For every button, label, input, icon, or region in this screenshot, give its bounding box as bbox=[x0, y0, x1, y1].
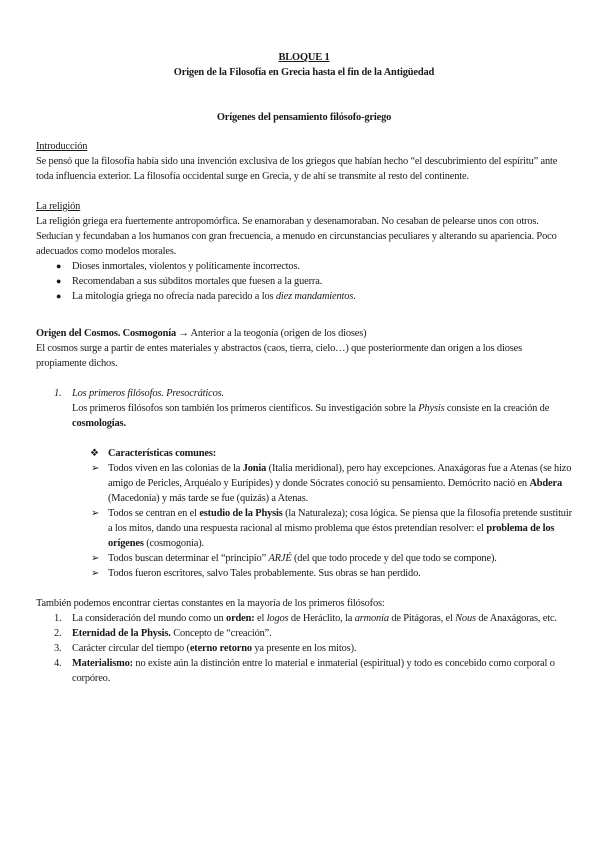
section-number: 1. bbox=[54, 388, 62, 399]
arrow-bullet-icon: ➢ bbox=[91, 463, 100, 474]
arrow-bullet-icon: ➢ bbox=[91, 508, 100, 519]
religion-heading: La religión bbox=[36, 201, 81, 212]
list-item: ➢ Todos se centran en el estudio de la Physis (la Naturaleza); cosa lógica. Se piensa que la filosofía pretende sustituir a los mitos, dando una respuesta racional al mismo problema que éstos pretendían resolver: el problema de los orígenes (cosmogonía). bbox=[91, 508, 572, 549]
presocraticos-title: Los primeros filósofos. Presocráticos. bbox=[72, 388, 224, 399]
list-item: ● La mitología griega no ofrecía nada parecido a los diez mandamientos. bbox=[56, 291, 356, 302]
presocraticos-section bbox=[36, 386, 572, 431]
bullet-icon: ● bbox=[56, 276, 62, 286]
document-page bbox=[36, 50, 572, 686]
list-item: 1. La consideración del mundo como un orden: el logos de Heráclito, la armonía de Pitágoras, el Nous de Anaxágoras, etc. bbox=[54, 613, 557, 624]
list-item: 3. Carácter circular del tiempo (eterno retorno ya presente en los mitos). bbox=[54, 643, 357, 654]
presocraticos-paragraph: Los primeros filósofos son también los primeros científicos. Su investigación sobre la Physis consiste en la creación de cosmologías. bbox=[72, 403, 550, 429]
list-item: 4. Materialismo: no existe aún la distinción entre lo material e inmaterial (espiritual) y todo es concebido como corporal o corpóreo. bbox=[54, 658, 555, 684]
list-item: ➢ Todos viven en las colonias de la Jonia (Italia meridional), pero hay excepciones. Anaxágoras fue a Atenas (se hizo amigo de Pericles, Arquéalo y Eurípides) y donde Sócrates conoció su pensamiento. Demócrito nació en Abdera (Macedonia) y más tarde se fue (quizás) a Atenas. bbox=[91, 463, 572, 504]
item-number: 4. bbox=[54, 658, 62, 669]
arrow-bullet-icon: ➢ bbox=[91, 553, 100, 564]
constants-intro: También podemos encontrar ciertas constantes en la mayoría de los primeros filósofos: bbox=[36, 598, 385, 609]
block-title: BLOQUE 1 bbox=[278, 52, 330, 63]
intro-heading: Introducción bbox=[36, 141, 88, 152]
section-title: Orígenes del pensamiento filósofo-griego bbox=[216, 112, 392, 123]
characteristics-heading: ❖ Características comunes: bbox=[90, 448, 217, 459]
religion-bullet-list bbox=[36, 259, 572, 304]
arrow-bullet-icon: ➢ bbox=[91, 568, 100, 579]
item-number: 1. bbox=[54, 613, 62, 624]
list-item: ➢ Todos fueron escritores, salvo Tales probablemente. Sus obras se han perdido. bbox=[91, 568, 421, 579]
document-subtitle: Origen de la Filosofía en Grecia hasta el fin de la Antigüedad bbox=[173, 67, 435, 78]
cosmos-heading: Origen del Cosmos. Cosmogonía → Anterior a la teogonía (origen de los dioses) bbox=[36, 328, 367, 339]
diamond-bullet-icon: ❖ bbox=[90, 448, 99, 459]
cosmos-paragraph: El cosmos surge a partir de entes materiales y abstractos (caos, tierra, cielo…) que posteriormente dan origen a los dioses propiamente dichos. bbox=[36, 343, 523, 369]
list-item: ➢ Todos buscan determinar el “principio” ARJÉ (del que todo procede y del que todo se compone). bbox=[91, 553, 497, 564]
item-number: 3. bbox=[54, 643, 62, 654]
list-item: 2. Eternidad de la Physis. Concepto de “creación”. bbox=[54, 628, 272, 639]
religion-paragraph: La religión griega era fuertemente antropomórfica. Se enamoraban y desenamoraban. No cesaban de pelearse unos con otros. Seducían y fecundaban a los humanos con gran frecuencia, a menudo en circunstancias peculiares y alterando su apariencia. Poco adecuados como modelos morales. bbox=[36, 216, 557, 257]
bullet-icon: ● bbox=[56, 291, 62, 301]
list-item: ● Recomendaban a sus súbditos mortales que fuesen a la guerra. bbox=[56, 276, 323, 287]
list-item: ● Dioses inmortales, violentos y políticamente incorrectos. bbox=[56, 261, 300, 272]
item-number: 2. bbox=[54, 628, 62, 639]
intro-paragraph: Se pensó que la filosofía había sido una invención exclusiva de los griegos que habían hecho “el descubrimiento del espíritu” ante toda influencia exterior. La filosofía occidental surge en Grecia, y de ahí se transmite al resto del continente. bbox=[36, 156, 558, 182]
bullet-icon: ● bbox=[56, 261, 62, 271]
